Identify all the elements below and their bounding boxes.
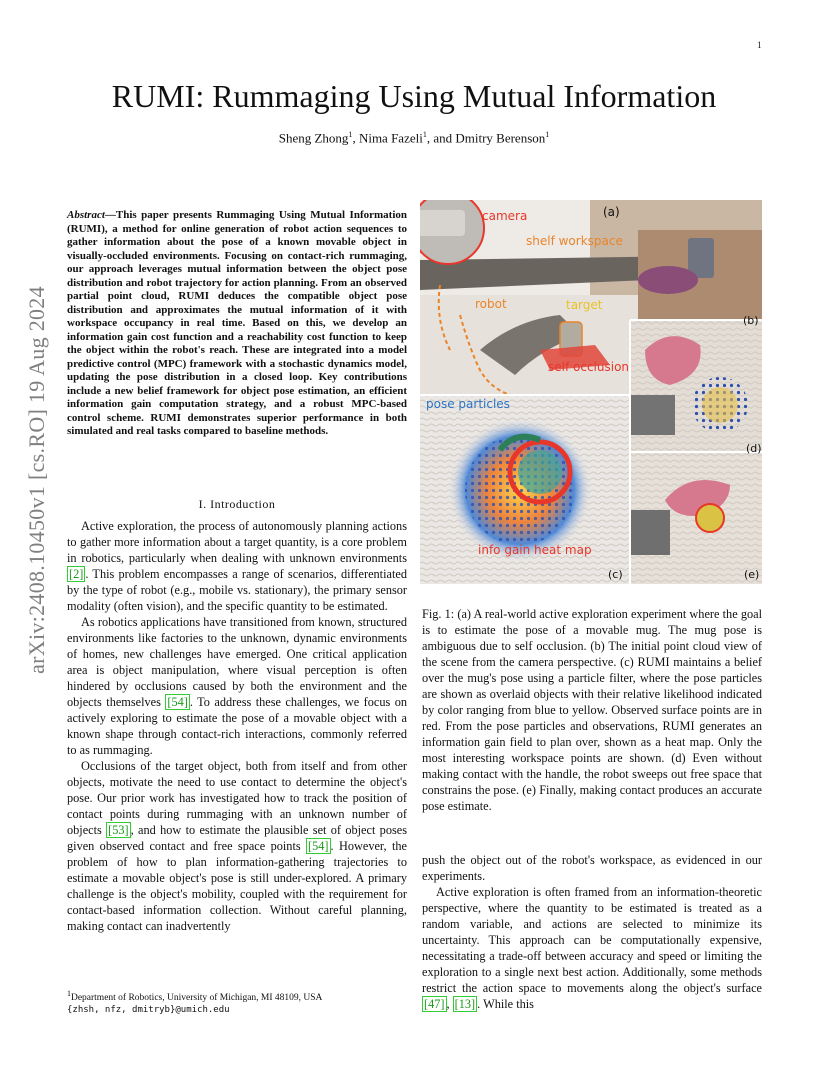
arxiv-stamp (24, 280, 50, 680)
author-line: Sheng Zhong$^1$, Nima Fazeli$^1$, and Dmitry Berenson$^1$ (278, 130, 550, 146)
intro-paragraph-3: Occlusions of the target object, both from itself and from other objects, motivate the need to use contact to determine the object's pose. Our prior work has investigated how to track the position of contact points during rummaging with an unknown number of objects [53] , and how to estimate the plausible set of object poses given observed contact and free space points [54] . However, the problem of how to plan information-gathering trajectories to estimate a movable object's pose is still under-explored. A primary challenge is the object's mobility, coupled with the requirement for contact-based information collection. Without careful planning, making contact can inadvertently (67, 759, 408, 933)
arxiv-stamp-text: arXiv:2408.10450v1 [cs.RO] 19 Aug 2024 (24, 286, 49, 674)
abstract-label: Abstract (67, 209, 105, 221)
label-a: (a) (603, 205, 620, 219)
affil-mark: 1 (422, 130, 427, 139)
label-c: (c) (608, 568, 623, 581)
citation-link[interactable]: [54] (308, 839, 329, 853)
label-shelf-workspace: shelf workspace (526, 234, 623, 248)
intro-paragraph-2: As robotics applications have transitioned from known, structured environments like factories to the unknown, dynamic environments of homes, new challenges have emerged. One critical application area is object manipulation, where visual perception is often hindered by occlusions caused by both the environment and the objects themselves [54] . To address these challenges, we focus on actively exploring to estimate the pose of a movable object with a known shape through contact-rich interactions, commonly referred to as rummaging. (67, 615, 407, 757)
footnote-email: {zhsh, nfz, dmitryb}@umich.edu (67, 1005, 230, 1016)
intro-column (67, 518, 407, 934)
footnote-mark: 1 (67, 989, 71, 998)
footnote-affiliation: Department of Robotics, University of Michigan, MI 48109, USA (70, 993, 323, 1004)
abstract (67, 209, 407, 439)
figure-1-image (420, 200, 762, 584)
paper-title: RUMI: Rummaging Using Mutual Information (111, 78, 717, 114)
figure-1 (420, 200, 762, 584)
abstract-text: —This paper presents Rummaging Using Mutual Information (RUMI), a method for online generation of robot action sequences to gather information about the pose of a known movable object in visually-occluded environments. Focusing on contact-rich rummaging, our approach leverages mutual information between the object pose distribution and robot trajectory for action planning. From an observed partial point cloud, RUMI deduces the compatible object pose distribution and approximates the mutual information of it with workspace occupancy in real time. Based on this, we develop an information gain cost function and a reachability cost function to keep the object within the robot's reach. These are integrated into a model predictive control (MPC) framework with a stochastic dynamics model, updating the pose distribution in a closed loop. Key contributions include a new belief framework for object pose estimation, an efficient information gain computation strategy, and a robust MPC-based control scheme. RUMI demonstrates superior performance in both simulated and real tasks compared to baseline methods. (67, 209, 407, 437)
author-2: Nima Fazeli (358, 130, 423, 146)
label-pose-particles: pose particles (426, 397, 510, 411)
label-info-gain-heat-map: info gain heat map (478, 543, 592, 557)
label-b: (b) (743, 314, 759, 327)
citation-link[interactable]: [47] (424, 997, 445, 1011)
citation-link[interactable]: [54] (167, 695, 188, 709)
intro-paragraph-1: Active exploration, the process of autonomously planning actions to gather more information about a target quantity, is a core problem in robotics, particularly when dealing with unknown environments [2] . This problem encompasses a range of scenarios, differentiated by the type of robot (e.g., mobile vs. stationary), the primary sensor modality (often vision), and the specific quantity to be estimated. (67, 519, 407, 613)
figure-caption (422, 594, 762, 827)
citation-link[interactable]: [2] (69, 567, 84, 581)
affil-mark: 1 (348, 130, 353, 139)
page-number: 1 (757, 40, 762, 50)
author-1: Sheng Zhong (278, 130, 349, 146)
author-3: and Dmitry Berenson (433, 130, 546, 146)
right-paragraph-1: push the object out of the robot's workspace, as evidenced in our experiments. (422, 853, 762, 883)
right-column-text (422, 852, 762, 1012)
footnote (67, 988, 407, 1016)
label-robot: robot (475, 297, 507, 311)
label-self-occlusion: self occlusion (548, 360, 630, 374)
label-target: target (566, 298, 603, 312)
section-heading: I. Introduction (198, 497, 276, 511)
label-camera: camera (482, 209, 528, 223)
label-d: (d) (746, 442, 762, 455)
right-paragraph-2: Active exploration is often framed from an information-theoretic perspective, where the quantity to be estimated is treated as a random variable, and actions are selected to minimize its uncertainty. This approach can be computationally expensive, necessitating a trade-off between accuracy and speed or limiting the exploration to a single next best action. Additionally, some methods restrict the action space to movements along the object's surface [47] , [13] . While this (422, 885, 762, 1011)
affil-mark: 1 (545, 130, 550, 139)
label-e: (e) (744, 568, 760, 581)
citation-link[interactable]: [13] (454, 997, 476, 1011)
caption-text: Fig. 1: (a) A real-world active exploration experiment where the goal is to estimate the pose of a movable mug. The mug pose is ambiguous due to self occlusion. (b) The initial point cloud view of the scene from the camera perspective. (c) RUMI maintains a belief over the mug's pose using a particle filter, where the pose particles are shown as overlaid objects with their relative likelihood indicated by color ranging from blue to yellow. Observed surface points are in red. From the pose particles and observations, RUMI generates an information gain field to plan over, shown as a heat map. Only the most interesting workspace points are shown. (d) Even without making contact with the handle, the robot sweeps out free space that constrains the pose. (e) Finally, making contact produces an accurate pose estimate. (422, 607, 762, 814)
citation-link[interactable]: [53] (108, 823, 129, 837)
